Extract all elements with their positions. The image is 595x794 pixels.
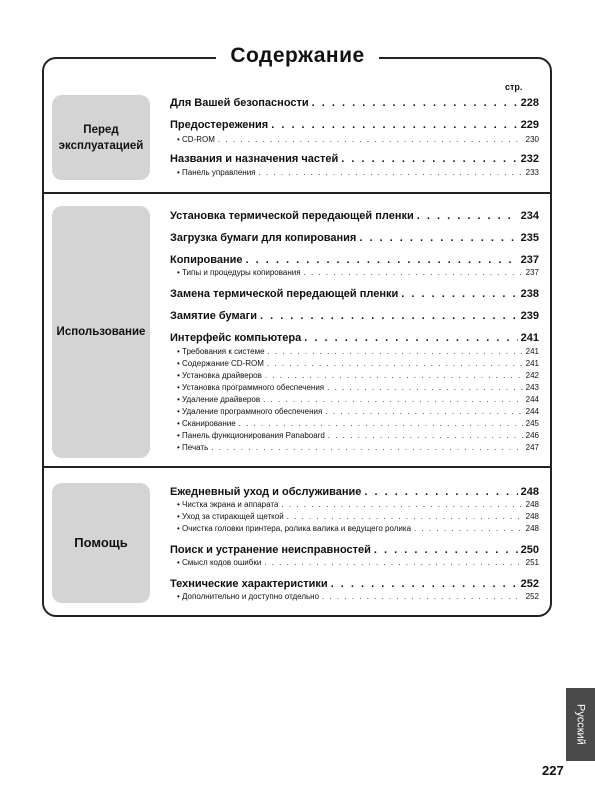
- toc-subentry[interactable]: • Установка программного обеспечения . . . 243: [177, 383, 539, 392]
- toc-entry[interactable]: Технические характеристики . . . 252: [170, 578, 539, 590]
- page-number: 227: [542, 763, 564, 778]
- language-tab: Русский: [566, 688, 595, 761]
- section-badge-before-use: Перед эксплуатацией: [52, 95, 150, 180]
- toc-subentry[interactable]: • Удаление драйверов . . . 244: [177, 395, 539, 404]
- section-badge-help: Помощь: [52, 483, 150, 603]
- section-divider: [42, 466, 552, 468]
- toc-subentry[interactable]: • Требования к системе . . . 241: [177, 347, 539, 356]
- toc-entry[interactable]: Загрузка бумаги для копирования . . . 235: [170, 232, 539, 244]
- toc-subentry[interactable]: • Удаление программного обеспечения . . . 244: [177, 407, 539, 416]
- toc-entry[interactable]: Названия и назначения частей . . . 232: [170, 153, 539, 165]
- toc-subentry[interactable]: • Содержание CD-ROM . . . 241: [177, 359, 539, 368]
- page-title: Содержание: [0, 44, 595, 68]
- toc-entry[interactable]: Замятие бумаги . . . 239: [170, 310, 539, 322]
- toc-entry[interactable]: Поиск и устранение неисправностей . . . 250: [170, 544, 539, 556]
- toc-entry[interactable]: Для Вашей безопасности . . . 228: [170, 97, 539, 109]
- toc-subentry[interactable]: • Установка драйверов . . . 242: [177, 371, 539, 380]
- toc-entry[interactable]: Интерфейс компьютера . . . 241: [170, 332, 539, 344]
- page-column-label: стр.: [505, 82, 523, 92]
- toc-subentry[interactable]: • Дополнительно и доступно отдельно . . . 252: [177, 592, 539, 601]
- section-divider: [42, 192, 552, 194]
- section-badge-usage: Использование: [52, 206, 150, 458]
- toc-entry[interactable]: Замена термической передающей пленки . . . 238: [170, 288, 539, 300]
- toc-subentry[interactable]: • Печать . . . 247: [177, 443, 539, 452]
- toc-subentry[interactable]: • Сканирование . . . 245: [177, 419, 539, 428]
- toc-subentry[interactable]: • Очистка головки принтера, ролика валика и ведущего ролика . . . 248: [177, 524, 539, 533]
- toc-subentry[interactable]: • Смысл кодов ошибки . . . 251: [177, 558, 539, 567]
- toc-subentry[interactable]: • CD-ROM . . . 230: [177, 135, 539, 144]
- toc-subentry[interactable]: • Типы и процедуры копирования . . . 237: [177, 268, 539, 277]
- toc-subentry[interactable]: • Панель функционирования Panaboard . . . 246: [177, 431, 539, 440]
- toc-entry[interactable]: Ежедневный уход и обслуживание . . . 248: [170, 486, 539, 498]
- toc-subentry[interactable]: • Уход за стирающей щеткой . . . 248: [177, 512, 539, 521]
- toc-entry[interactable]: Предостережения . . . 229: [170, 119, 539, 131]
- toc-subentry[interactable]: • Чистка экрана и аппарата . . . 248: [177, 500, 539, 509]
- toc-entry[interactable]: Установка термической передающей пленки . . . 234: [170, 210, 539, 222]
- toc-entry[interactable]: Копирование . . . 237: [170, 254, 539, 266]
- toc-subentry[interactable]: • Панель управления . . . 233: [177, 168, 539, 177]
